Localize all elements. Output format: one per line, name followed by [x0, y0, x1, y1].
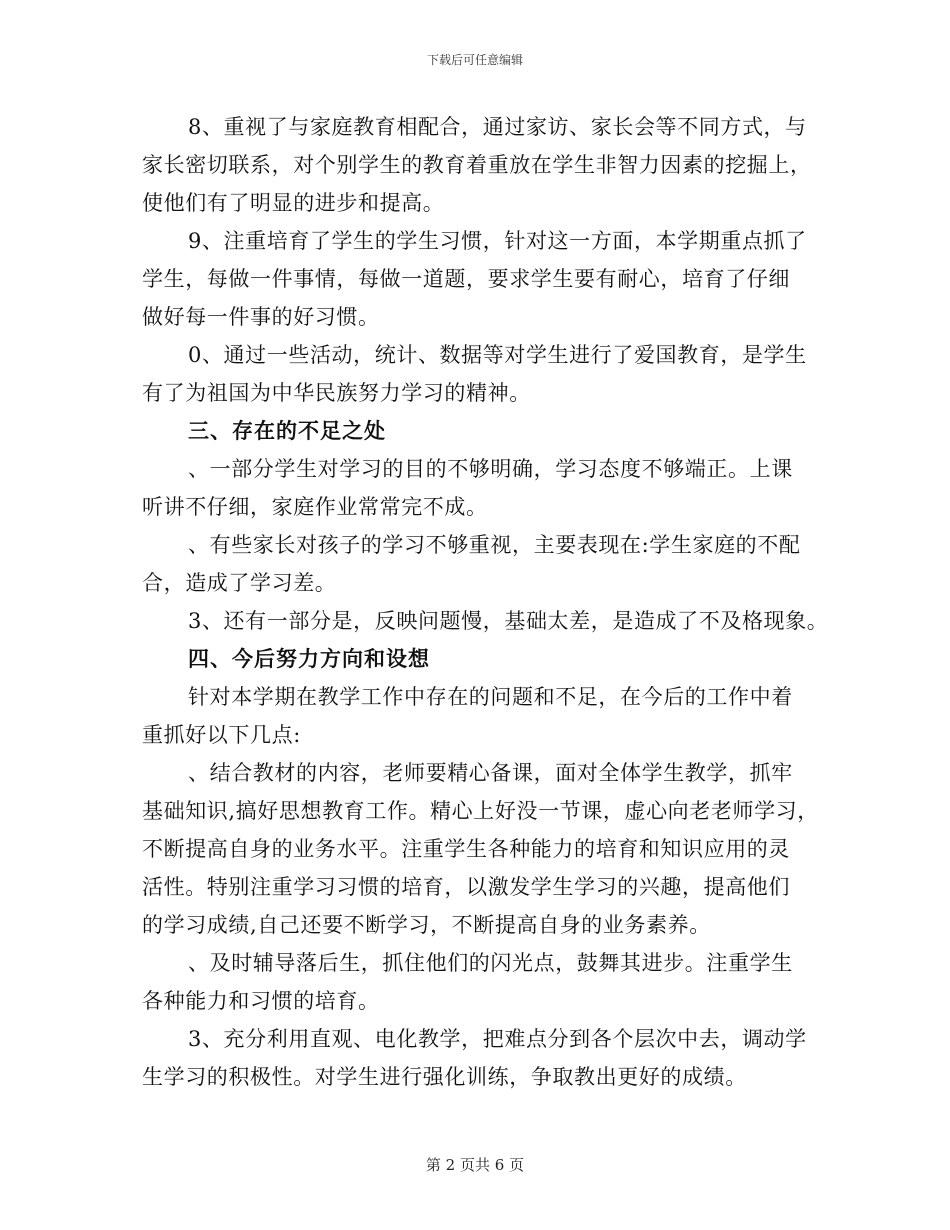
paragraph-line: 生学习的积极性。对学生进行强化训练，争取教出更好的成绩。 — [142, 1065, 747, 1089]
paragraph-line: 、一部分学生对学习的目的不够明确，学习态度不够端正。上课 — [188, 457, 793, 481]
paragraph-line: 家长密切联系，对个别学生的教育着重放在学生非智力因素的挖掘上， — [142, 153, 812, 177]
paragraph-line: 8、重视了与家庭教育相配合，通过家访、家长会等不同方式，与 — [188, 115, 807, 139]
paragraph-line: 学生，每做一件事情，每做一道题，要求学生要有耐心，培育了仔细 — [142, 267, 790, 291]
page-header-note: 下载后可任意编辑 — [426, 53, 523, 67]
paragraph-line: 做好每一件事的好习惯。 — [142, 305, 380, 329]
section-heading: 四、今后努力方向和设想 — [188, 646, 430, 671]
paragraph-line: 针对本学期在教学工作中存在的问题和不足，在今后的工作中着 — [188, 685, 793, 709]
paragraph-line: 的学习成绩,自己还要不断学习，不断提高自身的业务素养。 — [142, 913, 711, 937]
paragraph-line: 使他们有了明显的进步和提高。 — [142, 191, 445, 215]
paragraph-line: 合，造成了学习差。 — [142, 571, 337, 595]
paragraph-line: 9、注重培育了学生的学生习惯，针对这一方面，本学期重点抓了 — [188, 229, 807, 253]
paragraph-line: 3、充分利用直观、电化教学，把难点分到各个层次中去，调动学 — [188, 1027, 807, 1051]
section-heading: 三、存在的不足之处 — [188, 418, 386, 443]
paragraph-line: 3、还有一部分是，反映问题慢，基础太差，是造成了不及格现象。 — [188, 609, 829, 633]
paragraph-line: 、结合教材的内容，老师要精心备课，面对全体学生教学，抓牢 — [188, 761, 793, 785]
page-number-footer: 第 2 页共 6 页 — [425, 1156, 525, 1174]
paragraph-line: 不断提高自身的业务水平。注重学生各种能力的培育和知识应用的灵 — [142, 837, 790, 861]
paragraph-line: 活性。特别注重学习习惯的培育，以激发学生学习的兴趣，提高他们 — [142, 875, 790, 899]
document-body — [142, 108, 829, 1096]
paragraph-line: 重抓好以下几点: — [142, 723, 301, 747]
paragraph-line: 听讲不仔细，家庭作业常常完不成。 — [142, 495, 488, 519]
paragraph-line: 、及时辅导落后生，抓住他们的闪光点，鼓舞其进步。注重学生 — [188, 951, 793, 975]
paragraph-line: 、有些家长对孩子的学习不够重视，主要表现在:学生家庭的不配 — [188, 533, 801, 557]
paragraph-line: 基础知识,搞好思想教育工作。精心上好没一节课，虚心向老老师学习， — [142, 799, 819, 823]
paragraph-line: 0、通过一些活动，统计、数据等对学生进行了爱国教育，是学生 — [188, 343, 807, 367]
paragraph-line: 有了为祖国为中华民族努力学习的精神。 — [142, 381, 531, 405]
paragraph-line: 各种能力和习惯的培育。 — [142, 989, 380, 1013]
